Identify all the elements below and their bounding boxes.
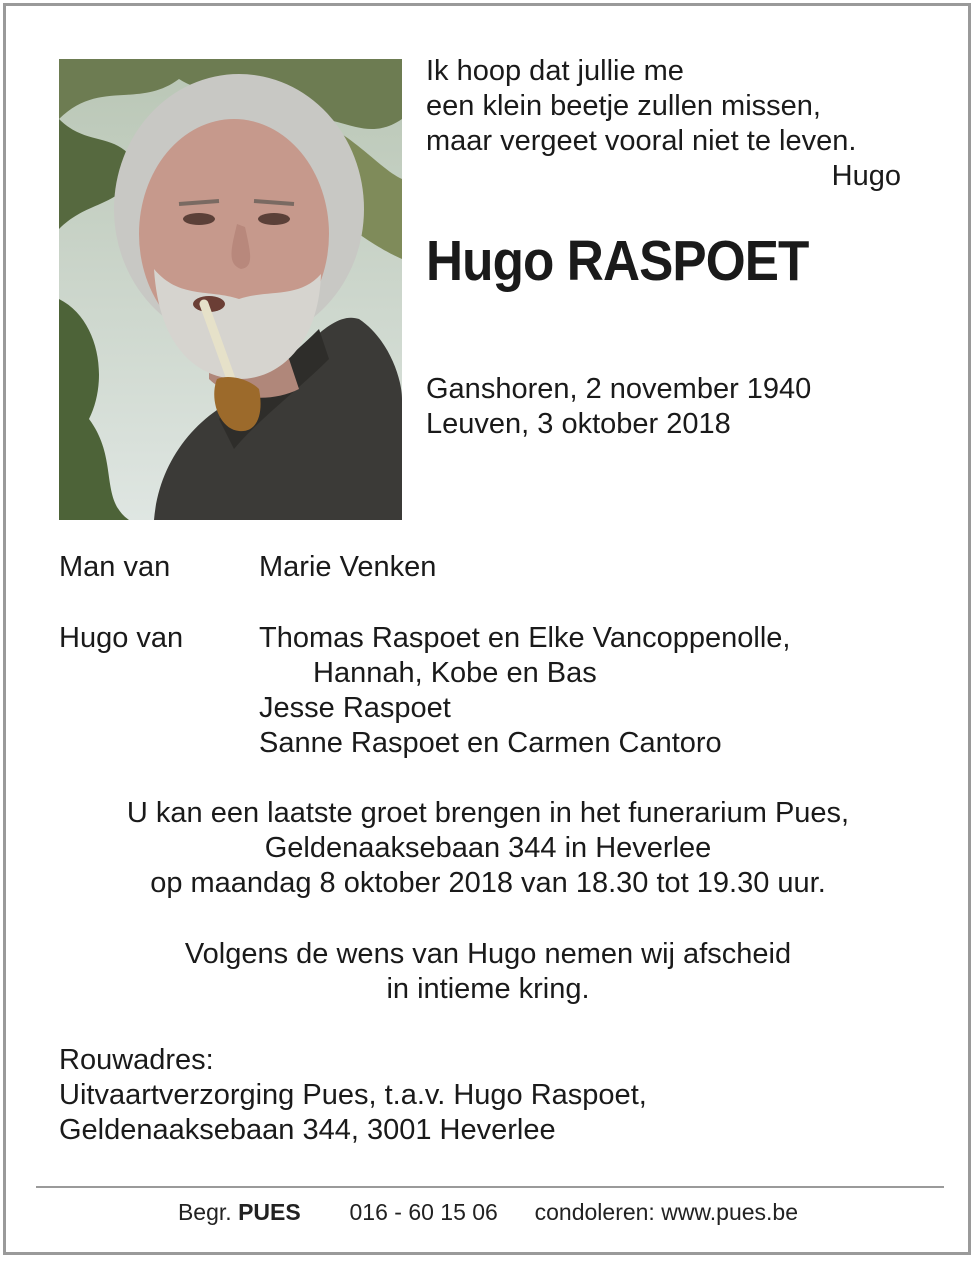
quote-line: Ik hoop dat jullie me: [426, 55, 684, 87]
birth-date: Ganshoren, 2 november 1940: [426, 373, 812, 405]
footer-phone: 016 - 60 15 06: [349, 1199, 498, 1225]
child-entry: Thomas Raspoet en Elke Vancoppenolle,: [259, 622, 791, 654]
address-line: Uitvaartverzorging Pues, t.a.v. Hugo Raspoet,: [59, 1079, 647, 1111]
address-line: Geldenaaksebaan 344, 3001 Heverlee: [59, 1114, 556, 1146]
children-label: Hugo van: [59, 622, 184, 654]
portrait-photo: [59, 59, 402, 520]
spouse-name: Marie Venken: [259, 551, 437, 583]
quote-line: maar vergeet vooral niet te leven.: [426, 125, 857, 157]
footer: [0, 1197, 976, 1227]
quote: [426, 54, 901, 194]
footer-website[interactable]: condoleren: www.pues.be: [534, 1199, 799, 1225]
footer-prefix: Begr.: [177, 1199, 232, 1225]
life-dates: [426, 372, 811, 442]
quote-signature: Hugo: [831, 160, 901, 192]
visitation-line: U kan een laatste groet brengen in het funerarium Pues,: [126, 797, 850, 829]
farewell-line: Volgens de wens van Hugo nemen wij afscheid: [184, 938, 792, 970]
footer-company: PUES: [238, 1199, 301, 1225]
child-entry: Jesse Raspoet: [259, 692, 451, 724]
child-entry: Sanne Raspoet en Carmen Cantoro: [259, 727, 722, 759]
visitation-line: op maandag 8 oktober 2018 van 18.30 tot 19.30 uur.: [150, 867, 826, 899]
deceased-name: Hugo RASPOET: [426, 229, 809, 293]
grandchildren-entry: Hannah, Kobe en Bas: [313, 657, 597, 689]
farewell-info: [0, 937, 976, 1007]
footer-divider: [36, 1186, 944, 1188]
death-date: Leuven, 3 oktober 2018: [426, 408, 731, 440]
farewell-line: in intieme kring.: [386, 973, 590, 1005]
spouse-label: Man van: [59, 551, 171, 583]
mourning-address: [59, 1043, 647, 1148]
visitation-line: Geldenaaksebaan 344 in Heverlee: [264, 832, 712, 864]
visitation-info: [0, 796, 976, 901]
children-list: [259, 621, 790, 761]
quote-line: een klein beetje zullen missen,: [426, 90, 821, 122]
address-label: Rouwadres:: [59, 1044, 214, 1076]
